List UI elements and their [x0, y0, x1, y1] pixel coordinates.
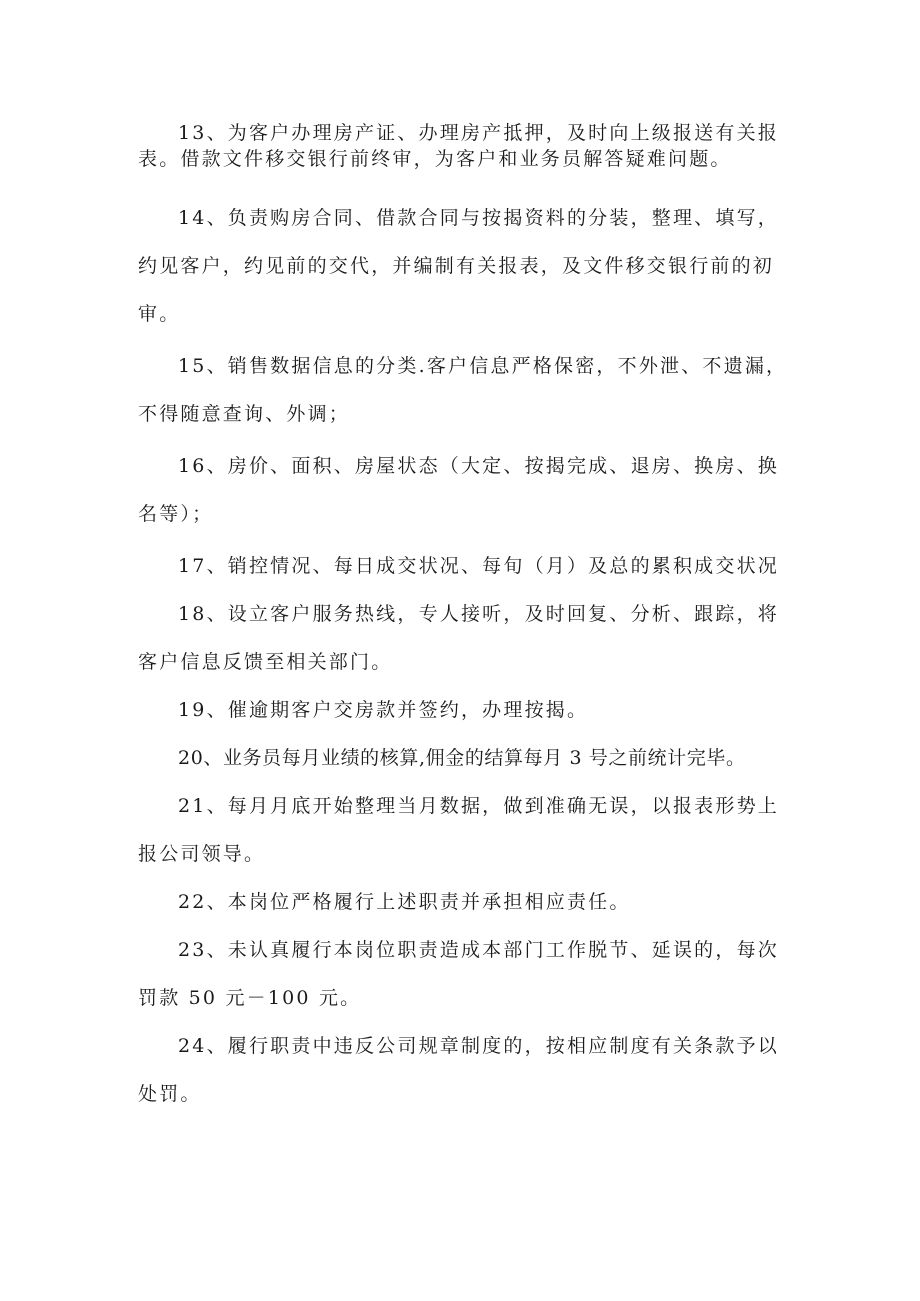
paragraph-22: 22、本岗位严格履行上述职责并承担相应责任。 — [178, 891, 631, 913]
paragraph-20: 20、业务员每月业绩的核算,佣金的结算每月 3 号之前统计完毕。 — [178, 747, 746, 769]
paragraph-19: 19、催逾期客户交房款并签约，办理按揭。 — [178, 699, 589, 721]
paragraph-14: 14、负责购房合同、借款合同与按揭资料的分装，整理、填写，约见客户，约见前的交代，并编制有关报表，及文件移交银行前的初审。 — [138, 207, 779, 325]
paragraph-18: 18、设立客户服务热线，专人接听，及时回复、分析、跟踪，将客户信息反馈至相关部门。 — [138, 603, 779, 673]
paragraph-17: 17、销控情况、每日成交状况、每旬（月）及总的累积成交状况 — [178, 555, 779, 577]
paragraph-16: 16、房价、面积、房屋状态（大定、按揭完成、退房、换房、换名等）； — [138, 455, 779, 525]
paragraph-21: 21、每月月底开始整理当月数据，做到准确无误，以报表形势上报公司领导。 — [138, 795, 779, 865]
paragraph-24: 24、履行职责中违反公司规章制度的，按相应制度有关条款予以处罚。 — [138, 1035, 779, 1105]
paragraph-13: 13、为客户办理房产证、办理房产抵押，及时向上级报送有关报表。借款文件移交银行前终审，为客户和业务员解答疑难问题。 — [138, 122, 779, 170]
paragraph-23: 23、未认真履行本岗位职责造成本部门工作脱节、延误的，每次罚款 50 元－100 元。 — [138, 939, 779, 1009]
document-body — [138, 120, 790, 1118]
paragraph-15: 15、销售数据信息的分类.客户信息严格保密，不外泄、不遗漏，不得随意查询、外调； — [138, 355, 788, 425]
